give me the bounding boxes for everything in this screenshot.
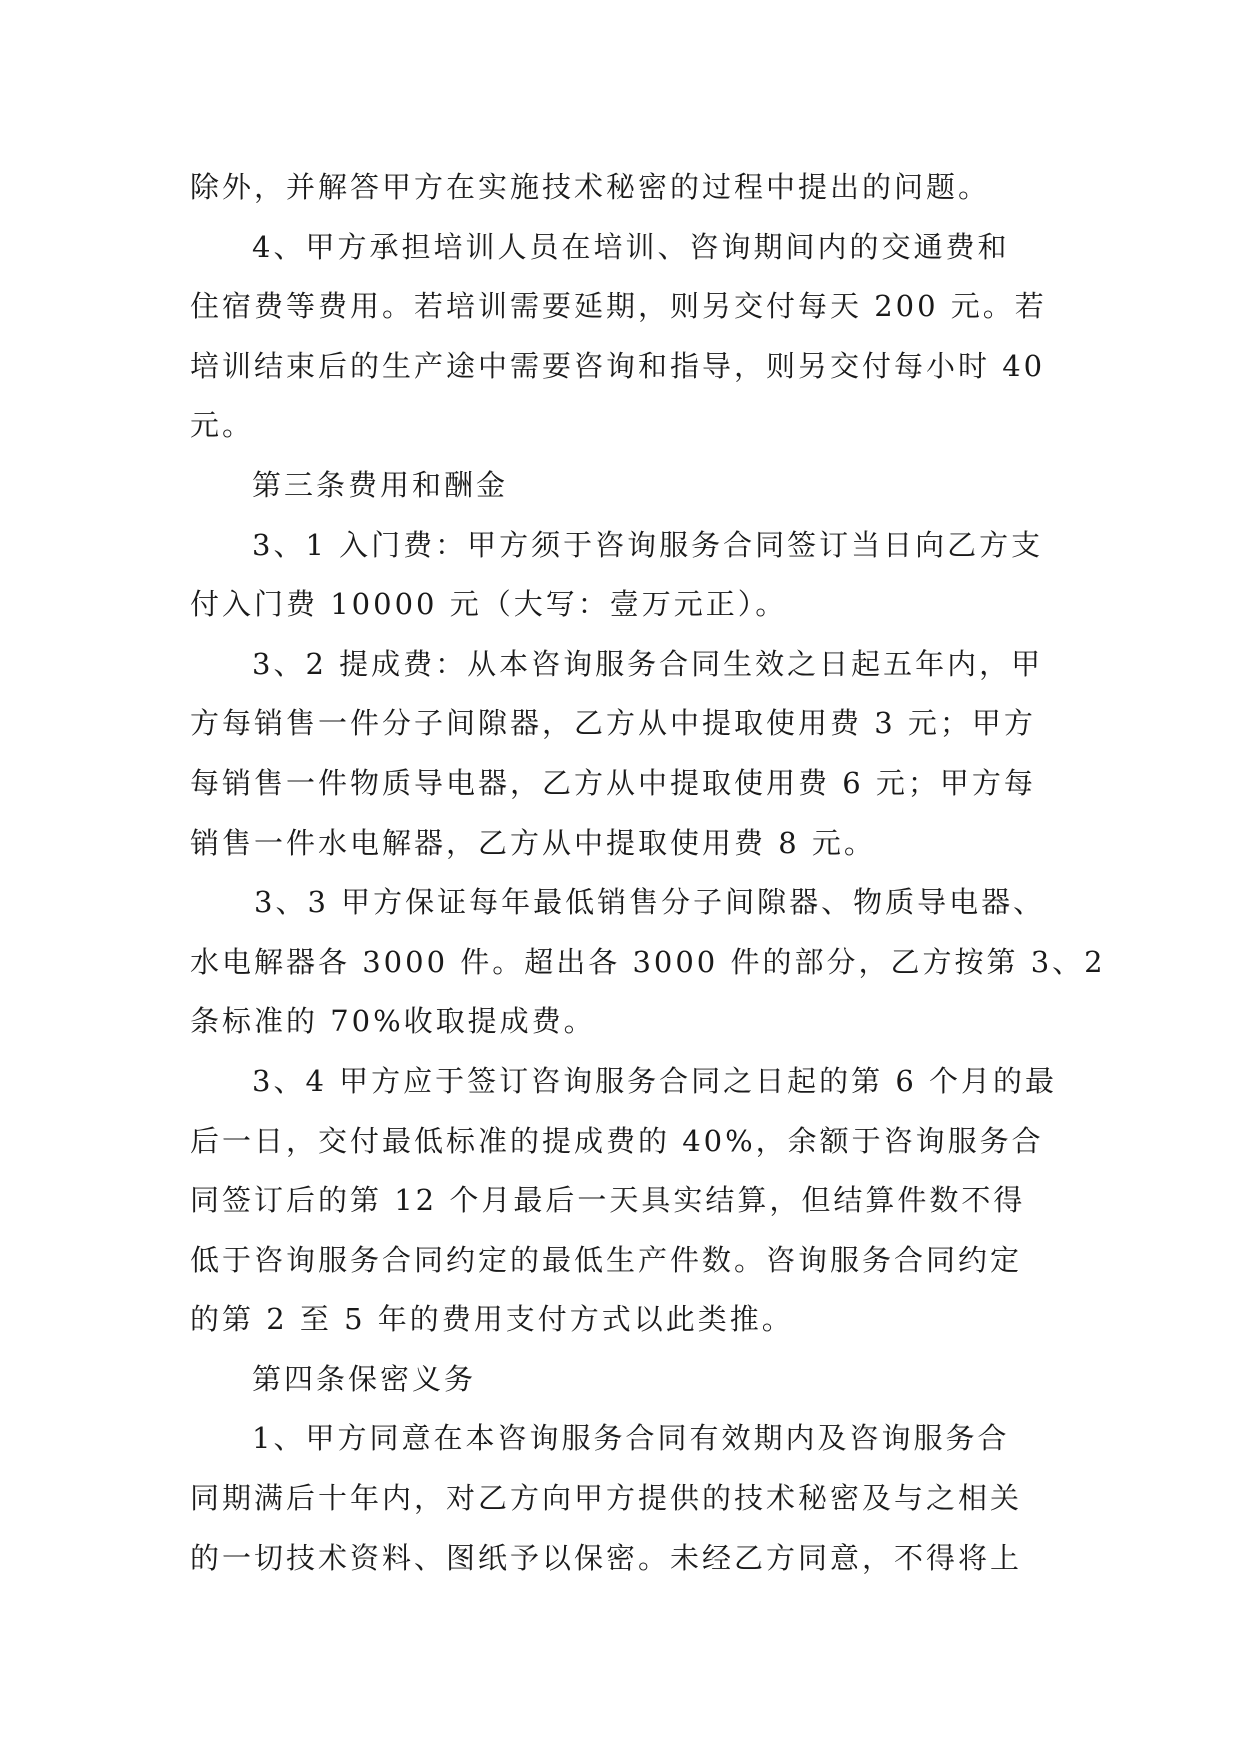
text-line: 同签订后的第 12 个月最后一天具实结算，但结算件数不得 xyxy=(190,1183,1026,1218)
text-line: 销售一件水电解器，乙方从中提取使用费 8 元。 xyxy=(190,825,876,860)
text-line: 后一日，交付最低标准的提成费的 40%，余额于咨询服务合 xyxy=(190,1123,1044,1158)
text-line: 方每销售一件分子间隙器，乙方从中提取使用费 3 元；甲方 xyxy=(190,706,1036,741)
text-line: 住宿费等费用。若培训需要延期，则另交付每天 200 元。若 xyxy=(190,289,1047,324)
text-line: 培训结束后的生产途中需要咨询和指导，则另交付每小时 40 xyxy=(190,348,1046,383)
text-line: 付入门费 10000 元（大写：壹万元正）。 xyxy=(190,587,788,622)
text-line: 3、4 甲方应于签订咨询服务合同之日起的第 6 个月的最 xyxy=(252,1063,1058,1098)
text-line: 的第 2 至 5 年的费用支付方式以此类推。 xyxy=(190,1302,794,1337)
text-line: 1、甲方同意在本咨询服务合同有效期内及咨询服务合 xyxy=(252,1421,1010,1456)
text-line: 除外，并解答甲方在实施技术秘密的过程中提出的问题。 xyxy=(190,170,991,204)
document-body xyxy=(190,158,1106,1588)
text-line: 低于咨询服务合同约定的最低生产件数。咨询服务合同约定 xyxy=(190,1242,1023,1277)
text-line: 的一切技术资料、图纸予以保密。未经乙方同意，不得将上 xyxy=(190,1540,1023,1575)
section-heading: 第四条保密义务 xyxy=(252,1361,477,1396)
text-line: 同期满后十年内，对乙方向甲方提供的技术秘密及与之相关 xyxy=(190,1481,1023,1516)
text-line: 4、甲方承担培训人员在培训、咨询期间内的交通费和 xyxy=(252,229,1010,264)
text-line: 条标准的 70%收取提成费。 xyxy=(190,1004,596,1039)
section-heading: 第三条费用和酬金 xyxy=(252,467,509,502)
text-line: 3、1 入门费：甲方须于咨询服务合同签订当日向乙方支 xyxy=(252,527,1044,562)
text-line: 水电解器各 3000 件。超出各 3000 件的部分，乙方按第 3、2 xyxy=(190,944,1106,979)
text-line: 3、3 甲方保证每年最低销售分子间隙器、物质导电器、 xyxy=(254,885,1046,920)
text-line: 3、2 提成费：从本咨询服务合同生效之日起五年内，甲 xyxy=(252,646,1044,681)
text-line: 每销售一件物质导电器，乙方从中提取使用费 6 元；甲方每 xyxy=(190,765,1036,800)
text-line: 元。 xyxy=(190,408,255,443)
